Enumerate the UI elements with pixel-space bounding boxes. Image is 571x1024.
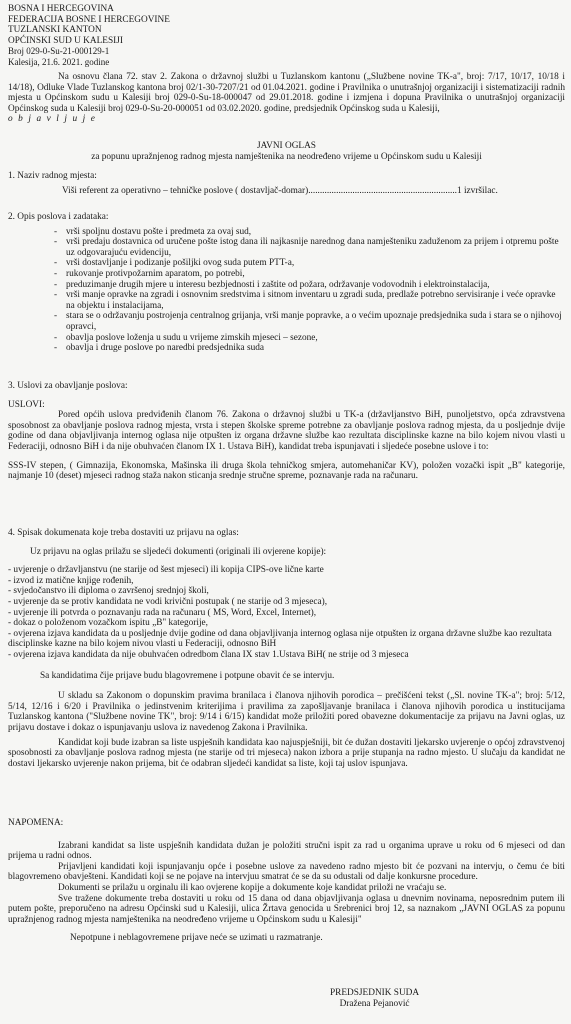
title-block <box>8 141 565 162</box>
section-position-name <box>8 171 565 196</box>
document-item: - svjedočanstvo ili diploma o završenoj srednjoj školi, <box>8 586 209 597</box>
veterans-note: U skladu sa Zakonom o dopunskim pravima branilaca i članova njihovih porodica – prečišćeni tekst („Sl. novine TK-a"; broj: 5/12, 5/14, 12/16 i 6/20 i Pravilnika o jedinstvenim kriterijima i pravilima za zapošljavanje branilaca i članova njihovih porodica u institucijama Tuzlanskog kantona ("Službene novine TK", broj: 9/14 i 6/15) kandidat može priložiti pored obavezne dokumentacije za prijavu na Javni oglas, uz prijavu dostave i dokaz o ispunjavanju uslova iz navedenog Zakona i Pravilnika. <box>8 691 565 733</box>
header-case-number: Broj 029-0-Su-21-000129-1 <box>8 46 110 57</box>
document-item: - uvjerenje ili potvrda o poznavanju rada na računaru ( MS, Word, Excel, Internet), <box>8 607 317 618</box>
document-subtitle: za popunu upražnjenog radnog mjesta namještenika na neodređeno vrijeme u Općinskom sudu u Kalesiji <box>91 151 482 162</box>
notes-heading: NAPOMENA: <box>8 818 64 828</box>
court-header <box>8 4 170 68</box>
special-requirements: SSS-IV stepen, ( Gimnazija, Ekonomska, Mašinska ili druga škola tehničkog smjera, automehaničar KV), položen vozački ispit „B" kategorije, najmanje 10 (deset) mjeseci radnog staža nakon sticanja srednje stručne spreme, poznavanje rada na računaru. <box>8 460 565 482</box>
signature-name: Dražena Pejanović <box>339 998 410 1009</box>
notes-section <box>8 818 565 944</box>
document-item: - dokaz o položenom vozačkom ispitu „B" kategorije, <box>8 618 209 629</box>
notes-paragraph: Izabrani kandidat sa liste uspješnih kandidata dužan je položiti stručni ispit za rad u organima uprave u roku od 6 mjeseci od dan prijema u radni odnos. <box>8 840 565 862</box>
document-item: - uvjerenje o državljanstvu (ne starije od šest mjeseci) ili kopija CIPS-ove lične karte <box>8 565 324 576</box>
section-documents <box>8 528 565 769</box>
document-title: JAVNI OGLAS <box>257 141 316 151</box>
position-dots: ................................................................ <box>308 185 457 196</box>
header-line-country: BOSNA I HERCEGOVINA <box>8 4 114 14</box>
duty-item: - vrši predaju dostavnica od uručene pošte istog dana ili najkasnije narednog dana namješteniku zaduženom za prijem i otpremu pošte uz odgovarajuću evidenciju, <box>60 237 565 258</box>
section-requirements <box>8 381 565 482</box>
section-4-heading: 4. Spisak dokumenata koje treba dostaviti uz prijavu na oglas: <box>8 528 239 538</box>
general-requirements: Pored općih uslova predviđenih članom 76. Zakona o državnoj službi u TK-a (državljanstvo BiH, punoljetstvo, opća zdravstvena sposobnost za obavljanje poslova radnog mjesta, vrsta i stepen školske spreme potrebne za obavljanje poslova radnog mjesta, da u posljednje dvije godine od dana objavljivanja internog oglasa nije otpušten iz organa državne službe kao rezultata disciplinske kazne na bilo kojem nivou vlasti u Federaciji, odnosno BiH i da nije obuhvaćen članom IX 1. Ustava BiH), kandidat treba ispunjavati i sljedeće posebne uslove i to: <box>8 410 565 452</box>
duty-item: - vrši dostavljanje i podizanje pošiljki ovog suda putem PTT-a, <box>60 258 565 269</box>
document-item: - izvod iz matične knjige rođenih, <box>8 575 134 586</box>
position-count: 1 izvršilac. <box>456 185 498 196</box>
duty-item: - obavlja i druge poslove po naredbi predsjednika suda <box>60 343 565 354</box>
notes-paragraph: Prijavljeni kandidati koji ispunjavanju opće i posebne uslove za navedeno radno mjesto bit će pozvani na intervju, o čemu će biti blagovremeno obavješteni. Kandidati koji se ne pojave na intervjuu smatrat će se da su odustali od dalje konkursne procedure. <box>8 861 565 883</box>
section-2-heading: 2. Opis poslova i zadataka: <box>8 212 109 222</box>
intro-block <box>8 72 565 125</box>
medical-note: Kandidat koji bude izabran sa liste uspješnih kandidata kao najuspješniji, bit će dužan dostaviti ljekarsko uvjerenje o općoj zdravstvenoj sposobnosti za obavljanje poslova radnog mjesta (ne starije od tri mjeseca) nakon izbora a prije stupanja na radno mjesto. U slučaju da kandidat ne dostavi ljekarsko uvjerenje nakon prijema, bit će odabran sljedeći kandidat sa liste, koji taj uslov ispunjava. <box>8 737 565 769</box>
notes-paragraph: Dokumenti se prilažu u orginalu ili kao ovjerene kopije a dokumente koje kandidat priloži ne vraćaju se. <box>58 882 447 893</box>
interview-note: Sa kandidatima čije prijave budu blagovremene i potpune obavit će se intervju. <box>40 670 335 681</box>
header-line-court: OPĆINSKI SUD U KALESIJI <box>8 35 123 46</box>
signature-block <box>330 988 419 1009</box>
requirements-label: USLOVI: <box>8 399 45 410</box>
header-line-canton: TUZLANSKI KANTON <box>8 25 102 36</box>
header-line-federation: FEDERACIJA BOSNE I HERCEGOVINE <box>8 14 170 25</box>
duties-list <box>8 227 565 354</box>
signature-title: PREDSJEDNIK SUDA <box>330 988 420 998</box>
notes-paragraph: Sve tražene dokumente treba dostaviti u roku od 15 dana od dana objavljivanja oglasa u dnevnim novinama, neposrednim putem ili putem pošte, preporučeno na adresu Općinski sud u Kalesiji, ulica Žrtava genocida u Srebrenici broj 12, sa naznakom „JAVNI OGLAS za popunu upražnjenog radnog mjesta namještenika na neodređeno vrijeme u Općinskom sudu u Kalesiji" <box>8 893 565 925</box>
duty-item: - vrši manje opravke na zgradi i osnovnim sredstvima i sitnom inventaru u zgradi suda, predlaže potrebno servisiranje i veće opravke na objektu i instalacijama, <box>60 290 565 311</box>
position-title: Viši referent za operativno – tehničke poslove ( dostavljač-domar) <box>62 185 309 196</box>
duty-item: - rukovanje protivpožarnim aparatom, po potrebi, <box>60 269 565 280</box>
document-item: - ovjerena izjava kandidata da nije obuhvaćen odredbom člana IX stav 1.Ustava BiH( ne strije od 3 mjeseca <box>8 649 409 660</box>
position-line <box>8 186 565 197</box>
section-1-heading: 1. Naziv radnog mjesta: <box>8 171 97 181</box>
section-3-heading: 3. Uslovi za obavljanje poslova: <box>8 381 128 391</box>
document-item: - uvjerenje da se protiv kandidata ne vodi krivični postupak ( ne starije od 3 mjeseca), <box>8 596 328 607</box>
header-date: Kalesija, 21.6. 2021. godine <box>8 56 110 67</box>
publishes-label: o b j a v l j u j e <box>8 114 97 125</box>
section-job-description <box>8 212 565 354</box>
intro-paragraph: Na osnovu člana 72. stav 2. Zakona o državnoj službi u Tuzlanskom kantonu („Službene novine TK-a", broj: 7/17, 10/17, 10/18 i 14/18), Odluke Vlade Tuzlanskog kantona broj 02/1-30-7207/21 od 01.04.2021. godine i Pravilnika o unutrašnjoj organizaciji i sistematizaciji radnih mjesta u Općinskom sudu u Kalesiji broj 029-0-Su-18-000047 od 29.01.2018. godine i izmjena i dopuna Pravilnika o unutrašnjoj organizaciji Općinskog suda u Kalesiji broj 029-0-Su-20-000051 od 03.02.2020. godine, predsjednik Općinskog suda u Kalesiji, <box>8 72 565 114</box>
duty-item: - stara se o održavanju postrojenja centralnog grijanja, vrši manje popravke, a o većim upoznaje predsjednika suda i stara se o njihovoj opravci, <box>60 311 565 332</box>
duty-item: - preduzimanje drugih mjere u interesu bezbjednosti i zaštite od požara, održavanje vodovodnih i elektroinstalacija, <box>60 280 565 291</box>
duty-item: - obavlja poslove loženja u sudu u vrijeme zimskih mjeseci – sezone, <box>60 333 565 344</box>
duty-item: - vrši spoljnu dostavu pošte i predmeta za ovaj sud, <box>60 227 565 238</box>
document-item: - ovjerena izjava kandidata da u posljednje dvije godine od dana objavljivanja internog oglasa nije otpušten iz organa državne službe kao rezultata disciplinske kazne na bilo kojem nivou vlasti u Federaciji, odnosno BiH <box>8 628 552 650</box>
notes-paragraph: Nepotpune i neblagovremene prijave neće se uzimati u razmatranje. <box>70 933 323 944</box>
documents-list <box>8 565 565 660</box>
documents-lead: Uz prijavu na oglas prilažu se sljedeći dokumenti (originali ili ovjerene kopije): <box>30 546 327 557</box>
